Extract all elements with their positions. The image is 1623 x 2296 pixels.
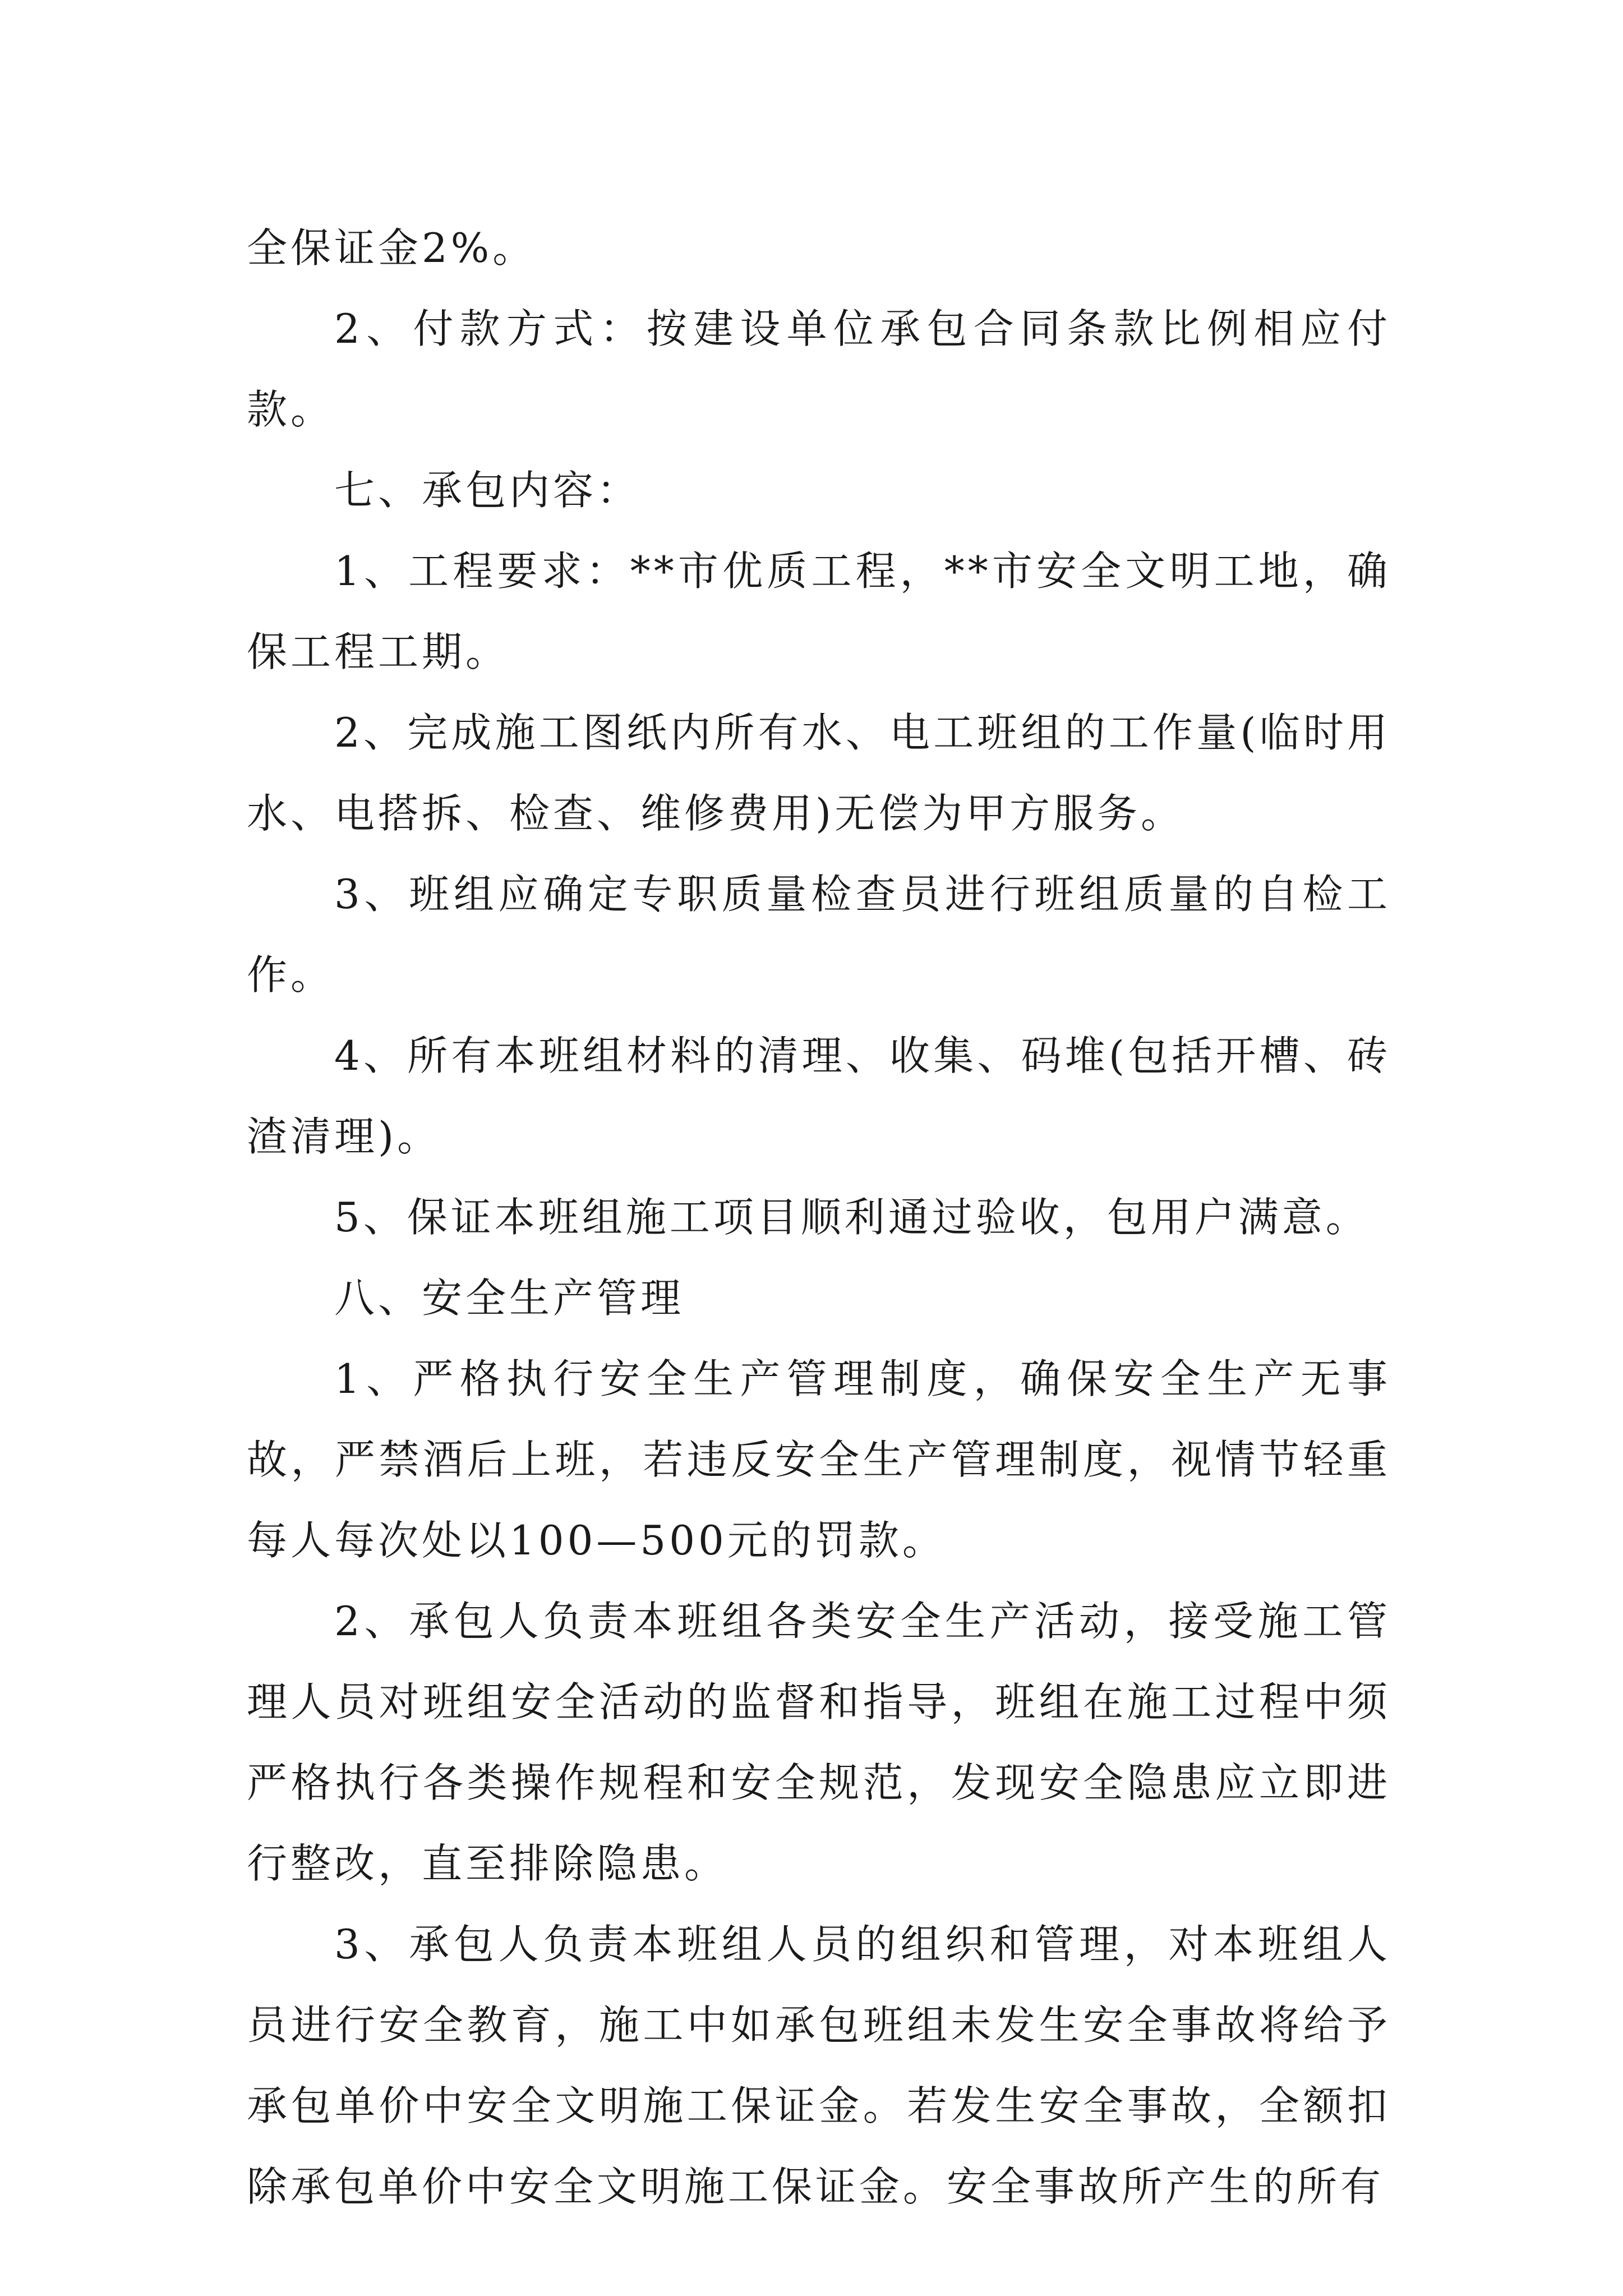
document-body xyxy=(247,208,1391,2227)
paragraph-12: 3、承包人负责本班组人员的组织和管理，对本班组人员进行安全教育，施工中如承包班组未发生安全事故将给予承包单价中安全文明施工保证金。若发生安全事故，全额扣除承包单价中安全文明施工保证金。安全事故所产生的所有 xyxy=(247,1921,1391,2210)
paragraph-11: 2、承包人负责本班组各类安全生产活动，接受施工管理人员对班组安全活动的监督和指导，班组在施工过程中须严格执行各类操作规程和安全规范，发现安全隐患应立即进行整改，直至排除隐患。 xyxy=(247,1598,1391,1887)
paragraph-10: 1、严格执行安全生产管理制度，确保安全生产无事故，严禁酒后上班，若违反安全生产管理制度，视情节轻重每人每次处以100—500元的罚款。 xyxy=(247,1355,1391,1564)
section-heading-7: 七、承包内容： xyxy=(334,467,641,514)
paragraph-6: 3、班组应确定专职质量检查员进行班组质量的自检工作。 xyxy=(247,871,1391,999)
paragraph-7: 4、所有本班组材料的清理、收集、码堆(包括开槽、砖渣清理)。 xyxy=(247,1032,1391,1160)
paragraph-5: 2、完成施工图纸内所有水、电工班组的工作量(临时用水、电搭拆、检查、维修费用)无偿为甲方服务。 xyxy=(247,709,1391,837)
paragraph-8: 5、保证本班组施工项目顺利通过验收，包用户满意。 xyxy=(334,1194,1370,1241)
paragraph-1: 全保证金2%。 xyxy=(247,224,537,272)
paragraph-2: 2、付款方式：按建设单位承包合同条款比例相应付款。 xyxy=(247,305,1391,433)
paragraph-4: 1、工程要求：**市优质工程，**市安全文明工地，确保工程工期。 xyxy=(247,547,1391,675)
section-heading-8: 八、安全生产管理 xyxy=(334,1274,685,1322)
